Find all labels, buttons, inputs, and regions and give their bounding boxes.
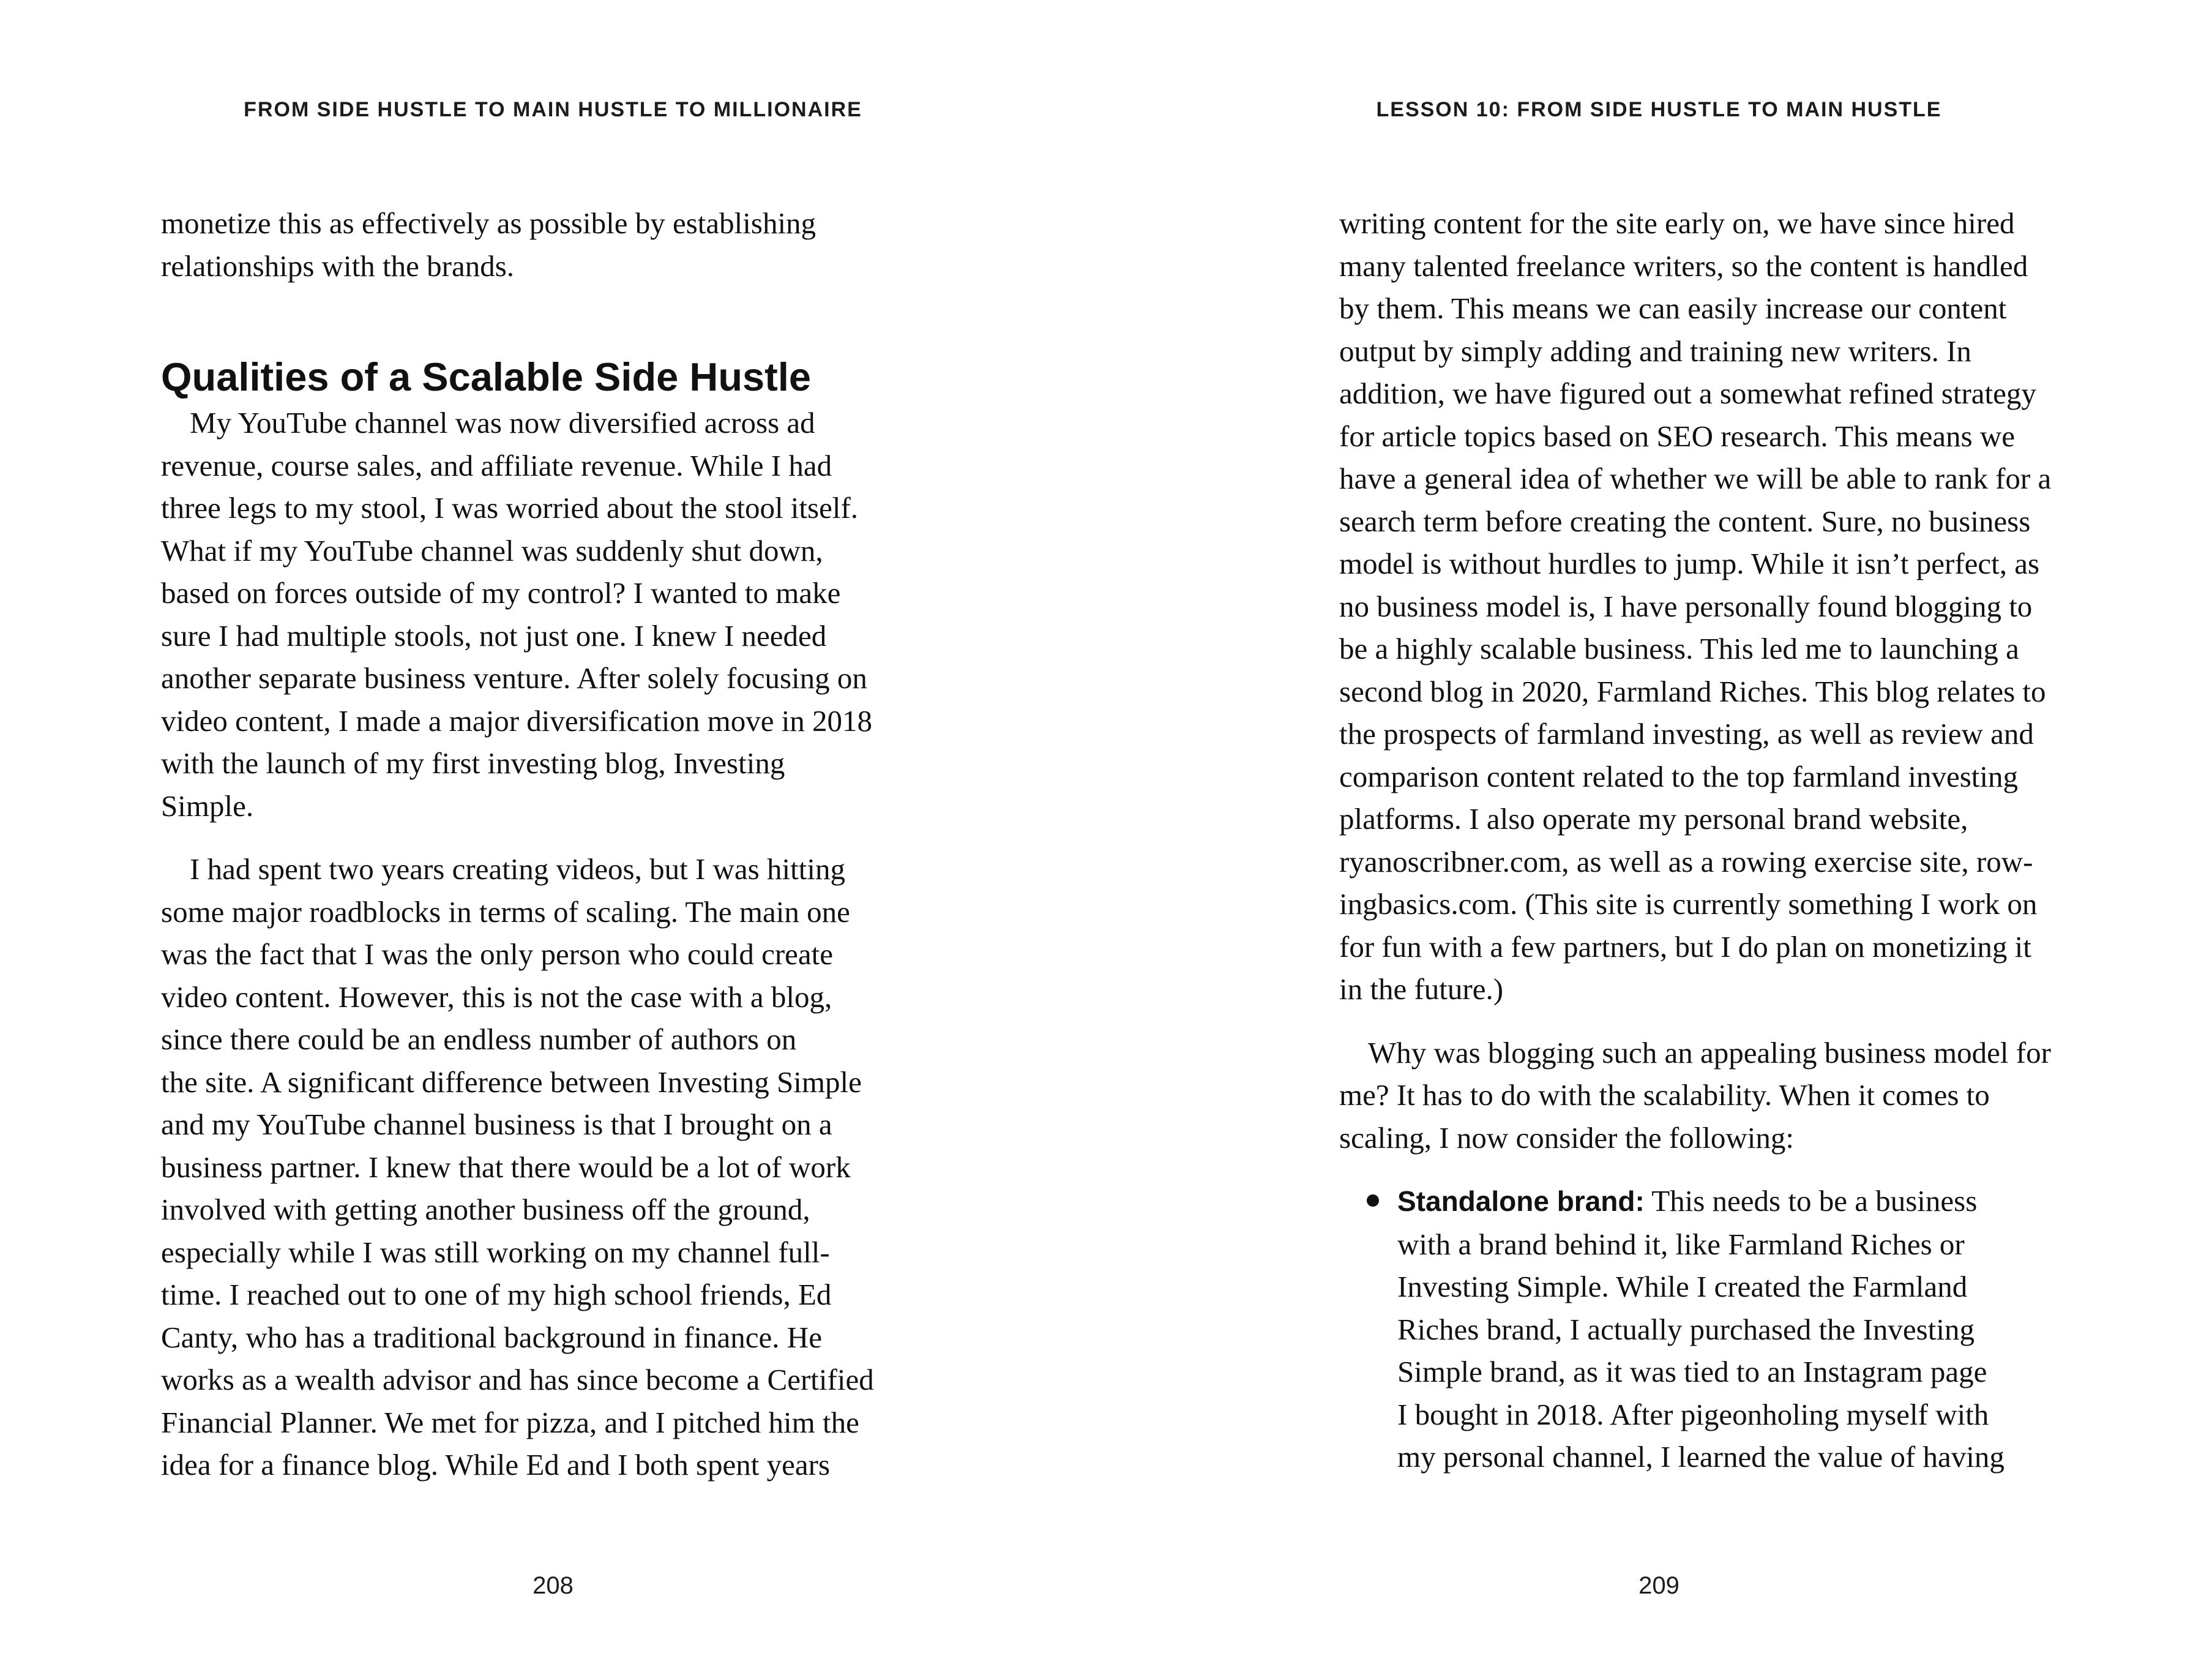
text-line: the prospects of farmland investing, as well as review and xyxy=(1339,717,2034,751)
bullet-icon xyxy=(1367,1194,1379,1207)
text-line: I had spent two years creating videos, but I was hitting xyxy=(190,852,845,886)
text-line: Why was blogging such an appealing business model for xyxy=(1368,1035,2051,1070)
running-head: LESSON 10: FROM SIDE HUSTLE TO MAIN HUSTLE xyxy=(1376,98,1942,121)
text-line: Simple. xyxy=(161,789,254,823)
text-line: Canty, who has a traditional background in finance. He xyxy=(161,1320,822,1354)
text-line: time. I reached out to one of my high school friends, Ed xyxy=(161,1278,832,1311)
text-line: search term before creating the content. Sure, no business xyxy=(1339,504,2031,538)
section-heading: Qualities of a Scalable Side Hustle xyxy=(161,354,812,399)
text-line: many talented freelance writers, so the content is handled xyxy=(1339,249,2028,283)
text-line: the site. A significant difference between Investing Simple xyxy=(161,1065,862,1099)
text-line: and my YouTube channel business is that I brought on a xyxy=(161,1107,832,1141)
text-line: for article topics based on SEO research. This means we xyxy=(1339,419,2015,453)
text-line: me? It has to do with the scalability. When it comes to xyxy=(1339,1078,1990,1112)
paragraph-gap xyxy=(1339,1011,2098,1032)
text-line: Financial Planner. We met for pizza, and I pitched him the xyxy=(161,1405,859,1439)
text-line: ryanoscribner.com, as well as a rowing exercise site, row- xyxy=(1339,844,2033,879)
paragraph xyxy=(161,202,902,287)
text-line: be a highly scalable business. This led me to launching a xyxy=(1339,632,2019,665)
text-line: What if my YouTube channel was suddenly shut down, xyxy=(161,533,823,568)
text-line: output by simply adding and training new writers. In xyxy=(1339,334,1971,368)
text-line: three legs to my stool, I was worried about the stool itself. xyxy=(161,491,859,525)
text-line: another separate business venture. After solely focusing on xyxy=(161,661,867,695)
paragraph xyxy=(161,402,902,827)
text-line: have a general idea of whether we will be able to rank for a xyxy=(1339,462,2052,495)
text-line: with a brand behind it, like Farmland Riches or xyxy=(1397,1227,1965,1261)
text-line: since there could be an endless number of authors on xyxy=(161,1022,797,1056)
text-line: my personal channel, I learned the value of having xyxy=(1397,1440,2005,1474)
text-line xyxy=(1397,1180,2098,1223)
right-page xyxy=(1106,0,2212,1656)
text-line: Simple brand, as it was tied to an Instagram page xyxy=(1397,1355,1987,1388)
text-line: no business model is, I have personally found blogging to xyxy=(1339,589,2033,623)
text-line: especially while I was still working on my channel full- xyxy=(161,1235,830,1269)
page-number: 209 xyxy=(1638,1572,1680,1599)
text-line: based on forces outside of my control? I wanted to make xyxy=(161,576,841,610)
text-line: video content, I made a major diversification move in 2018 xyxy=(161,703,873,738)
text-line: ingbasics.com. (This site is currently something I work on xyxy=(1339,887,2038,921)
bullet-term: Standalone brand: xyxy=(1397,1185,1645,1217)
text-line: scaling, I now consider the following: xyxy=(1339,1120,1795,1155)
bullet-list-item xyxy=(1339,1180,2098,1478)
text-line: I bought in 2018. After pigeonholing myself with xyxy=(1397,1397,1989,1431)
text-line: works as a wealth advisor and has since become a Certified xyxy=(161,1363,874,1396)
text-line: second blog in 2020, Farmland Riches. This blog relates to xyxy=(1339,674,2046,708)
bullet-text: This needs to be a business xyxy=(1651,1184,1978,1218)
body-text xyxy=(1339,202,2098,1478)
text-line: Investing Simple. While I created the Farmland xyxy=(1397,1270,1968,1303)
text-line: for fun with a few partners, but I do plan on monetizing it xyxy=(1339,929,2031,964)
text-line: addition, we have figured out a somewhat refined strategy xyxy=(1339,377,2036,410)
text-line: with the launch of my first investing blog, Investing xyxy=(161,746,785,780)
text-line: model is without hurdles to jump. While it isn’t perfect, as xyxy=(1339,547,2040,580)
text-line: My YouTube channel was now diversified across ad xyxy=(190,406,815,440)
text-line: was the fact that I was the only person who could create xyxy=(161,937,834,971)
text-line: writing content for the site early on, we have since hired xyxy=(1339,206,2015,240)
text-line: video content. However, this is not the case with a blog, xyxy=(161,980,832,1014)
text-line: by them. This means we can easily increase our content xyxy=(1339,291,2007,325)
paragraph xyxy=(161,848,902,1486)
text-line: business partner. I knew that there would be a lot of work xyxy=(161,1150,851,1184)
running-head: FROM SIDE HUSTLE TO MAIN HUSTLE TO MILLIONAIRE xyxy=(244,98,862,121)
text-line: some major roadblocks in terms of scaling. The main one xyxy=(161,894,850,929)
text-line: idea for a finance blog. While Ed and I both spent years xyxy=(161,1448,831,1482)
paragraph xyxy=(1339,1032,2098,1160)
text-line: sure I had multiple stools, not just one. I knew I needed xyxy=(161,618,827,653)
text-line: platforms. I also operate my personal brand website, xyxy=(1339,802,1968,836)
text-line: Riches brand, I actually purchased the Investing xyxy=(1397,1312,1975,1346)
page-number: 208 xyxy=(532,1572,574,1599)
text-line: revenue, course sales, and affiliate revenue. While I had xyxy=(161,448,832,482)
text-line: relationships with the brands. xyxy=(161,249,515,283)
body-text xyxy=(161,202,902,1486)
paragraph-gap xyxy=(1339,1159,2098,1180)
text-line: monetize this as effectively as possible by establishing xyxy=(161,206,816,240)
text-line: involved with getting another business off the ground, xyxy=(161,1193,810,1226)
paragraph-gap xyxy=(161,827,902,848)
paragraph xyxy=(1339,202,2098,1011)
text-line: in the future.) xyxy=(1339,972,1504,1006)
text-line: comparison content related to the top farmland investing xyxy=(1339,759,2018,793)
